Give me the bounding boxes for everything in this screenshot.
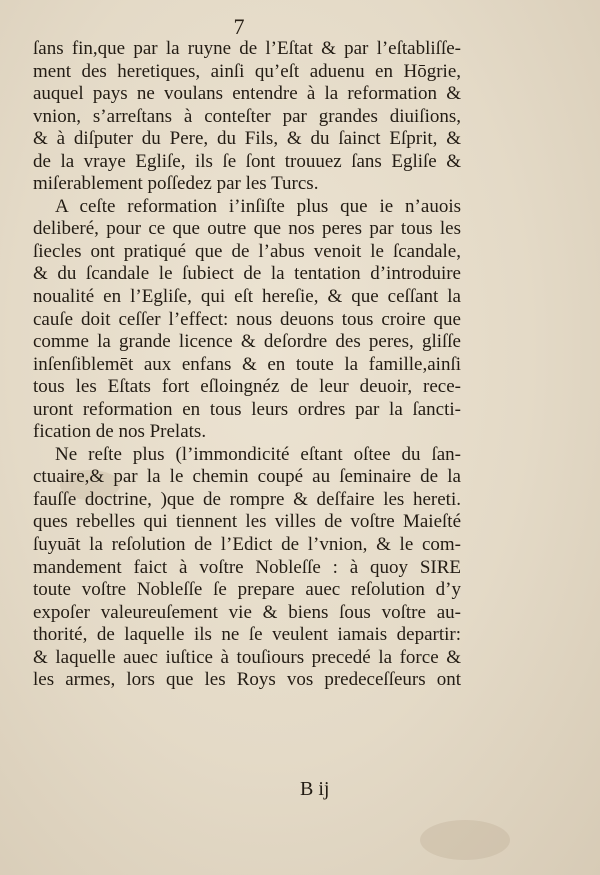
text-line: tous les Eſtats fort eſloingnéz de leur deuoir, rece- — [33, 376, 461, 398]
text-line: ctuaire,& par la le chemin coupé au ſeminaire de la — [33, 466, 461, 488]
text-line: cauſe doit ceſſer l’effect: nous deuons tous croire que — [33, 308, 461, 330]
text-line: thorité, de laquelle ils ne ſe veulent iamais departir: — [33, 624, 461, 646]
text-line: les armes, lors que les Roys vos predeceſſeurs ont — [33, 669, 461, 691]
page-number: 7 — [233, 14, 245, 39]
text-line: vnion, s’arreſtans à conteſter par grandes diuiſions, — [33, 105, 461, 127]
text-line: ſuyuāt la reſolution de l’Edict de l’vnion, & le com- — [33, 534, 461, 556]
text-line: comme la grande licence & deſordre des peres, gliſſe — [33, 331, 461, 353]
text-line: & à diſputer du Pere, du Fils, & du ſainct Eſprit, & — [33, 128, 461, 150]
text-line: & laquelle auec iuſtice à touſiours precedé la force & — [33, 646, 461, 668]
text-line: uront reformation en tous leurs ordres par la ſancti- — [33, 398, 461, 420]
text-line: fauſſe doctrine, )que de rompre & deſfaire les hereti. — [33, 488, 461, 510]
text-line: ment des heretiques, ainſi qu’eſt aduenu en Hōgrie, — [33, 60, 461, 82]
text-line: auquel pays ne voulans entendre à la reformation & — [33, 83, 461, 105]
paragraph-start-line: Ne reſte plus (l’immondicité eſtant oſtee du ſan- — [55, 443, 461, 465]
text-line: ſiecles ont pratiqué que de l’abus venoit le ſcandale, — [33, 240, 461, 262]
text-line: expoſer valeureuſement vie & biens ſous voſtre au- — [33, 601, 461, 623]
text-line: inſenſiblemēt aux enfans & en toute la famille,ainſi — [33, 353, 461, 375]
text-line: de la vraye Egliſe, ils ſe ſont trouuez ſans Egliſe & — [33, 150, 461, 172]
text-line: & du ſcandale le ſubiect de la tentation d’introduire — [33, 263, 461, 285]
body-text — [33, 38, 461, 692]
text-line: miſerablement poſſedez par les Turcs. — [33, 173, 319, 195]
text-line: mandement faict à voſtre Nobleſſe : à quoy SIRE — [33, 556, 461, 578]
paragraph-start-line: A ceſte reformation i’inſiſte plus que ie n’auois — [55, 195, 461, 217]
paper-stain — [420, 820, 510, 860]
text-line: fication de nos Prelats. — [33, 421, 207, 443]
text-line: ſans fin,que par la ruyne de l’Eſtat & par l’eſtabliſſe- — [33, 38, 461, 59]
text-line: toute voſtre Nobleſſe ſe prepare auec reſolution d’y — [33, 579, 461, 601]
text-line: noualité en l’Egliſe, qui eſt hereſie, & que ceſſant la — [33, 286, 461, 308]
signature-mark: B ij — [300, 778, 330, 800]
text-line: ques rebelles qui tiennent les villes de voſtre Maieſté — [33, 511, 461, 533]
text-line: deliberé, pour ce que outre que nos peres par tous les — [33, 218, 461, 240]
